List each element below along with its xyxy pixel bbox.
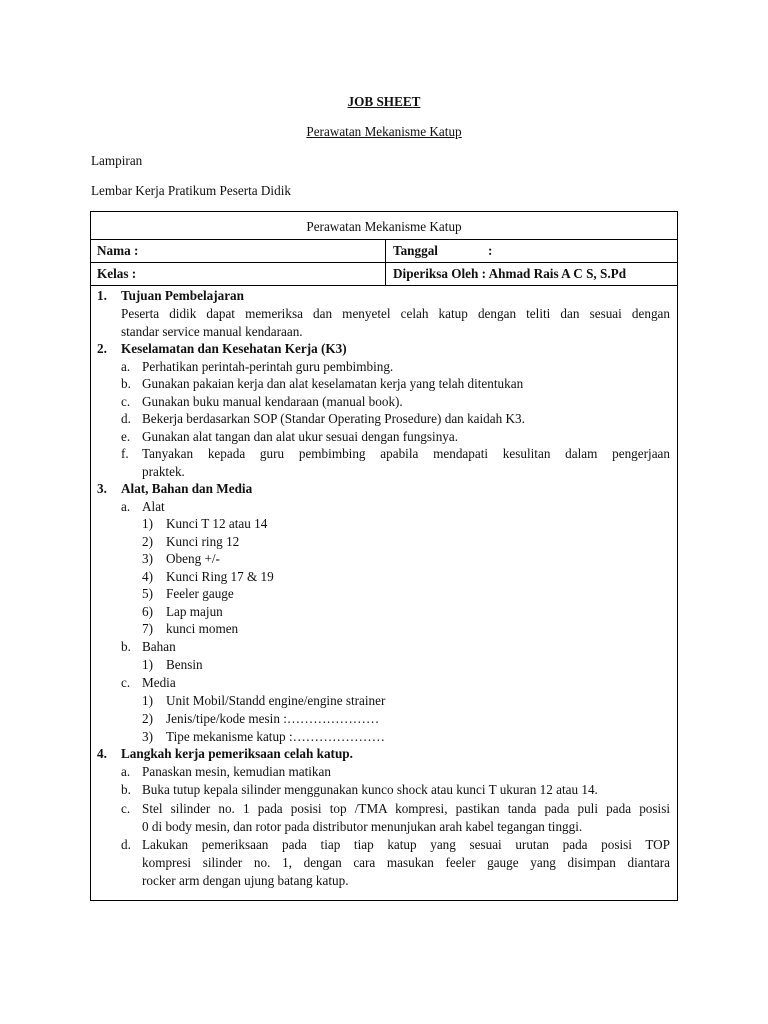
- lampiran-label: Lampiran: [91, 153, 143, 168]
- sublist-marker: 1): [142, 657, 153, 672]
- list-marker: a.: [121, 498, 131, 514]
- list-marker: b.: [121, 376, 131, 391]
- list-item: Gunakan alat tangan dan alat ukur sesuai dengan fungsinya.: [142, 428, 459, 444]
- list-item: Tanyakan kepada guru pembimbing apabila mendapati kesulitan dalam pengerjaan: [142, 446, 670, 461]
- page-title: JOB SHEET: [347, 94, 421, 109]
- kelas-label: Kelas :: [97, 266, 137, 281]
- sublist-marker: 3): [142, 729, 153, 744]
- list-marker: c.: [121, 675, 131, 690]
- section-number: 2.: [97, 341, 107, 356]
- list-item-continuation: 0 di body mesin, dan rotor pada distributor menunjukan arah kabel tegangan tinggi.: [142, 819, 583, 834]
- list-item: Media: [142, 675, 176, 690]
- list-marker: d.: [121, 837, 131, 852]
- list-item: Buka tutup kepala silinder menggunakan kunco shock atau kunci T ukuran 12 atau 14.: [142, 782, 598, 797]
- sublist-item: Kunci ring 12: [166, 533, 240, 549]
- list-marker: b.: [121, 782, 131, 797]
- sublist-marker: 5): [142, 586, 153, 601]
- list-item: Panaskan mesin, kemudian matikan: [142, 764, 331, 779]
- list-item: Alat: [142, 498, 165, 514]
- sublist-item: Kunci Ring 17 & 19: [166, 568, 274, 584]
- sublist-item: Jenis/tipe/kode mesin :…………………: [166, 711, 380, 726]
- table-heading: Perawatan Mekanisme Katup: [306, 219, 462, 234]
- list-item: Bahan: [142, 638, 176, 654]
- sublist-item: Kunci T 12 atau 14: [166, 516, 268, 531]
- section-title: Keselamatan dan Kesehatan Kerja (K3): [121, 341, 347, 356]
- lembar-kerja-label: Lembar Kerja Pratikum Peserta Didik: [91, 183, 291, 198]
- section-number: 3.: [97, 481, 107, 496]
- table-column-divider: [385, 239, 386, 285]
- list-marker: a.: [121, 764, 131, 779]
- section-title: Tujuan Pembelajaran: [121, 288, 244, 303]
- list-marker: d.: [121, 411, 131, 426]
- sublist-marker: 1): [142, 516, 153, 531]
- list-marker: b.: [121, 638, 131, 654]
- list-item: Perhatikan perintah-perintah guru pembimbing.: [142, 358, 394, 374]
- list-item-continuation: rocker arm dengan ujung batang katup.: [142, 873, 349, 888]
- sublist-item: Tipe mekanisme katup :…………………: [166, 729, 385, 744]
- sublist-item: Feeler gauge: [166, 586, 234, 601]
- sublist-item: Bensin: [166, 657, 203, 672]
- list-item: Bekerja berdasarkan SOP (Standar Operating Prosedure) dan kaidah K3.: [142, 411, 525, 426]
- list-item: Gunakan pakaian kerja dan alat keselamatan kerja yang telah ditentukan: [142, 376, 524, 391]
- sublist-marker: 2): [142, 533, 153, 549]
- sublist-item: Unit Mobil/Standd engine/engine strainer: [166, 693, 386, 708]
- section-number: 1.: [97, 288, 107, 303]
- list-marker: c.: [121, 801, 131, 816]
- section-number: 4.: [97, 746, 107, 761]
- list-marker: f.: [121, 446, 129, 461]
- section-title: Alat, Bahan dan Media: [121, 481, 253, 496]
- diperiksa-oleh: Diperiksa Oleh : Ahmad Rais A C S, S.Pd: [393, 266, 627, 281]
- table-divider: [91, 285, 677, 286]
- sublist-item: Lap majun: [166, 603, 223, 619]
- list-marker: c.: [121, 393, 131, 409]
- sublist-item: Obeng +/-: [166, 551, 220, 566]
- tanggal-colon: :: [488, 243, 493, 258]
- sublist-marker: 2): [142, 711, 153, 726]
- nama-label: Nama :: [97, 243, 139, 258]
- section-title: Langkah kerja pemeriksaan celah katup.: [121, 746, 353, 761]
- section-text: Peserta didik dapat memeriksa dan menyetel celah katup dengan teliti dan sesuai dengan: [121, 306, 670, 321]
- page-subtitle: Perawatan Mekanisme Katup: [306, 124, 462, 139]
- list-item: Gunakan buku manual kendaraan (manual book).: [142, 393, 403, 409]
- sublist-marker: 6): [142, 603, 153, 619]
- tanggal-label: Tanggal: [393, 243, 438, 258]
- list-item-continuation: praktek.: [142, 463, 185, 479]
- sublist-item: kunci momen: [166, 621, 239, 636]
- table-divider: [91, 262, 677, 263]
- sublist-marker: 4): [142, 568, 153, 584]
- list-marker: a.: [121, 358, 131, 374]
- worksheet-table: [90, 211, 678, 901]
- table-divider: [91, 239, 677, 240]
- list-marker: e.: [121, 428, 131, 444]
- sublist-marker: 7): [142, 621, 153, 636]
- list-item: Lakukan pemeriksaan pada tiap tiap katup yang sesuai urutan pada posisi TOP: [142, 837, 670, 852]
- section-text: standar service manual kendaraan.: [121, 323, 303, 339]
- sublist-marker: 1): [142, 693, 153, 708]
- list-item-continuation: kompresi silinder no. 1, dengan cara masukan feeler gauge yang disimpan diantara: [142, 855, 670, 870]
- sublist-marker: 3): [142, 551, 153, 566]
- list-item: Stel silinder no. 1 pada posisi top /TMA kompresi, pastikan tanda pada puli pada posisi: [142, 801, 670, 816]
